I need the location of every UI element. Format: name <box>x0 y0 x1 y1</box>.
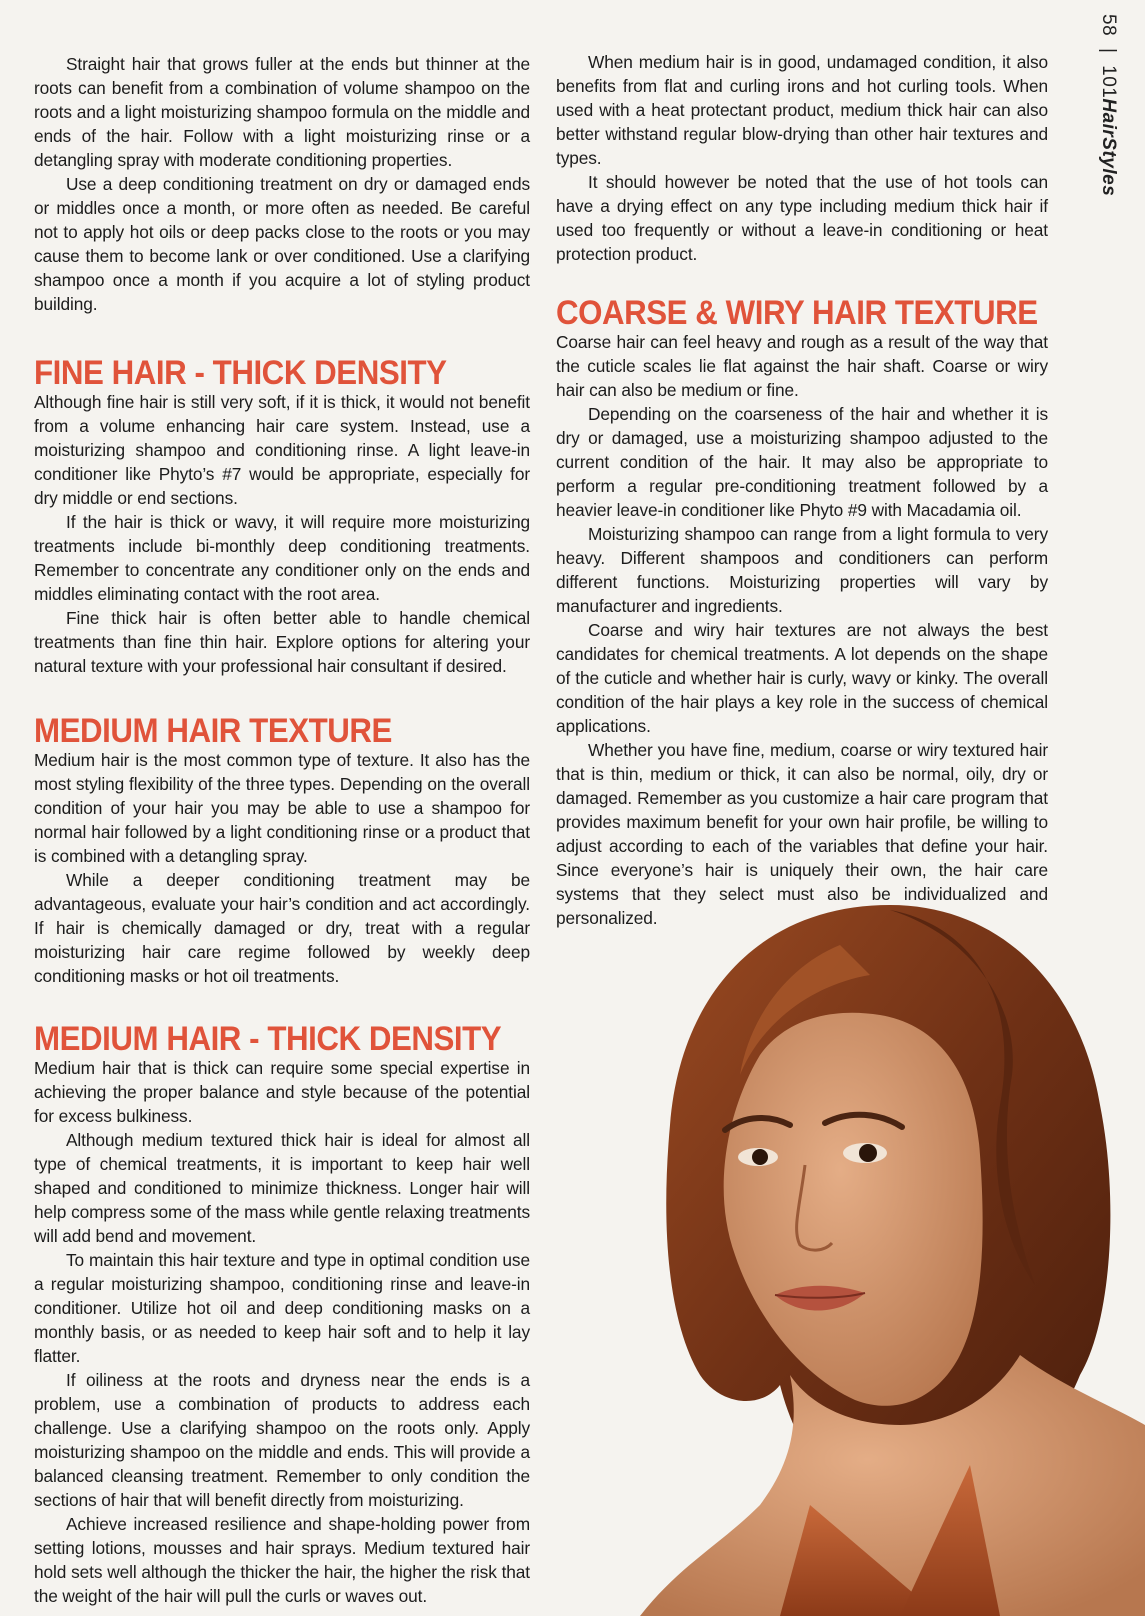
body-paragraph: Coarse hair can feel heavy and rough as a result of the way that the cuticle scales lie flat against the hair shaft. Coarse or wiry hair can also be medium or fine. <box>556 332 1048 400</box>
left-column <box>34 52 530 1608</box>
body-paragraph: Although medium textured thick hair is ideal for almost all type of chemical treatments, it is important to keep hair well shaped and conditioned to minimize thickness. Longer hair will help compress some of the mass while gentle relaxing treatments will add bend and movement. <box>34 1130 530 1246</box>
page-number: 58 <box>1098 14 1119 37</box>
section-heading: MEDIUM HAIR - THICK DENSITY <box>34 1020 502 1058</box>
body-paragraph: Moisturizing shampoo can range from a light formula to very heavy. Different shampoos and conditioners can perform different functions. Moisturizing properties will vary by manufacturer and ingredients. <box>556 524 1048 616</box>
magazine-brand: HairStyles <box>1098 98 1119 197</box>
body-paragraph: If the hair is thick or wavy, it will require more moisturizing treatments include bi-monthly deep conditioning treatments. Remember to concentrate any conditioner only on the ends and middles eliminating contact with the root area. <box>34 512 530 604</box>
body-paragraph: It should however be noted that the use of hot tools can have a drying effect on any type including medium thick hair if used too frequently or without a leave-in conditioning or heat protection product. <box>556 172 1048 264</box>
section-heading: COARSE & WIRY HAIR TEXTURE <box>556 294 1038 332</box>
running-head <box>1097 14 1119 196</box>
body-paragraph: To maintain this hair texture and type in optimal condition use a regular moisturizing shampoo, conditioning rinse and leave-in conditioner. Utilize hot oil and deep conditioning masks on a monthly basis, or as needed to keep hair soft and to help it lay flatter. <box>34 1250 530 1366</box>
body-paragraph: When medium hair is in good, undamaged condition, it also benefits from flat and curling irons and hot curling tools. When used with a heat protectant product, medium thick hair can also better withstand regular blow-drying than other hair textures and types. <box>556 52 1048 168</box>
body-paragraph: Medium hair is the most common type of texture. It also has the most styling flexibility of the three types. Depending on the overall condition of your hair you may be able to use a shampoo for normal hair followed by a light conditioning rinse or a product that is combined with a detangling spray. <box>34 750 530 866</box>
section-heading: FINE HAIR - THICK DENSITY <box>34 354 447 392</box>
body-paragraph: Achieve increased resilience and shape-holding power from setting lotions, mousses and hair sprays. Medium textured hair hold sets well although the thicker the hair, the higher the risk that the weight of the hair will pull the curls or waves out. <box>34 1514 530 1606</box>
right-column <box>556 50 1048 930</box>
body-paragraph: Depending on the coarseness of the hair and whether it is dry or damaged, use a moisturizing shampoo adjusted to the current condition of the hair. It may also be appropriate to perform a regular pre-conditioning treatment followed by a heavier leave-in conditioner like Phyto #9 with Macadamia oil. <box>556 404 1048 520</box>
section-heading: MEDIUM HAIR TEXTURE <box>34 712 392 750</box>
body-paragraph: Medium hair that is thick can require some special expertise in achieving the proper balance and style because of the potential for excess bulkiness. <box>34 1058 530 1126</box>
magazine-number: 101 <box>1098 65 1119 99</box>
body-paragraph: If oiliness at the roots and dryness near the ends is a problem, use a combination of products to address each challenge. Use a clarifying shampoo on the roots only. Apply moisturizing shampoo on the middle and ends. This will provide a balanced cleansing treatment. Remember to only condition the sections of hair that will benefit directly from moisturizing. <box>34 1370 530 1510</box>
body-paragraph: Coarse and wiry hair textures are not always the best candidates for chemical treatments. A lot depends on the shape of the cuticle and whether hair is curly, wavy or kinky. The overall condition of the hair plays a key role in the success of chemical applications. <box>556 620 1048 736</box>
body-paragraph: Whether you have fine, medium, coarse or wiry textured hair that is thin, medium or thick, it can also be normal, oily, dry or damaged. Remember as you customize a hair care program that provides maximum benefit for your own hair profile, be willing to adjust according to each of the variables that define your hair. Since everyone’s hair is uniquely their own, the hair care systems that they select must also be individualized and personalized. <box>556 740 1048 928</box>
body-paragraph: Although fine hair is still very soft, if it is thick, it would not benefit from a volume enhancing hair care system. Instead, use a moisturizing shampoo and conditioning rinse. A light leave-in conditioner like Phyto’s #7 would be appropriate, especially for dry middle or end sections. <box>34 392 530 508</box>
portrait-illustration <box>640 905 1145 1616</box>
model-photo <box>640 905 1145 1616</box>
running-head-separator: | <box>1098 47 1119 54</box>
body-paragraph: Straight hair that grows fuller at the ends but thinner at the roots can benefit from a combination of volume shampoo on the roots and a light moisturizing shampoo formula on the middle and ends of the hair. Follow with a light moisturizing rinse or a detangling spray with moderate conditioning properties. <box>34 54 530 170</box>
body-paragraph: Fine thick hair is often better able to handle chemical treatments than fine thin hair. Explore options for altering your natural texture with your professional hair consultant if desired. <box>34 608 530 676</box>
body-paragraph: Use a deep conditioning treatment on dry or damaged ends or middles once a month, or more often as needed. Be careful not to apply hot oils or deep packs close to the roots or you may cause them to become lank or over conditioned. Use a clarifying shampoo once a month if you acquire a lot of styling product building. <box>34 174 530 314</box>
body-paragraph: While a deeper conditioning treatment may be advantageous, evaluate your hair’s condition and act accordingly. If hair is chemically damaged or dry, treat with a regular moisturizing hair care regime followed by weekly deep conditioning masks or hot oil treatments. <box>34 870 530 986</box>
